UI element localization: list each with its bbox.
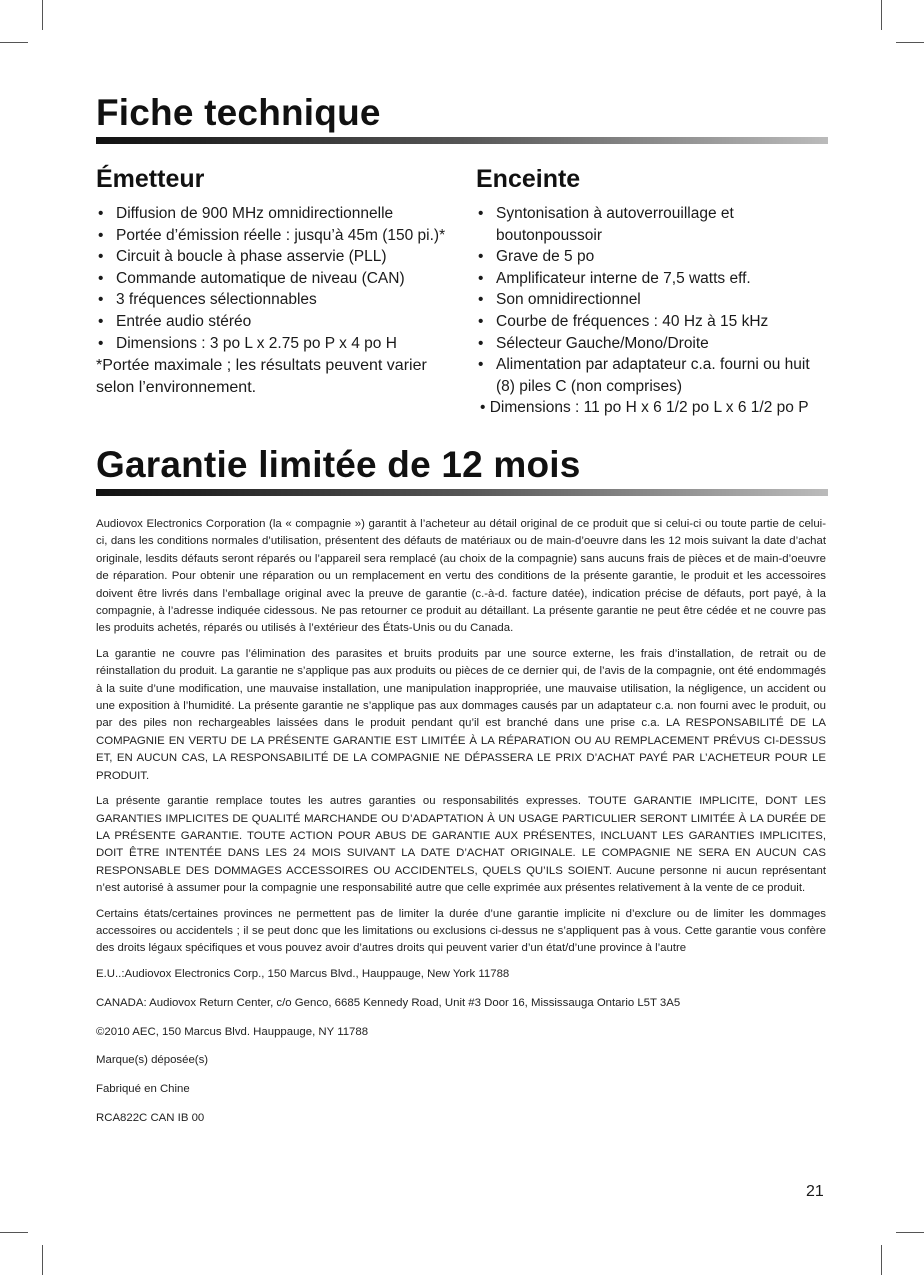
canada-address: CANADA: Audiovox Return Center, c/o Genco, 6685 Kennedy Road, Unit #3 Door 16, Mississauga Ontario L5T 3A5 [96, 996, 681, 1009]
crop-mark [42, 1245, 43, 1275]
transmitter-spec-item: • 3 fréquences sélectionnables [96, 289, 456, 311]
speaker-spec-list [476, 203, 810, 397]
warranty-paragraph: Audiovox Electronics Corporation (la « compagnie ») garantit à l’acheteur au détail original de ce produit que si celui-ci ou toute partie de celui-ci, dans les conditions normales d’utilisation, présentent des défauts de matériaux ou de main-d’oeuvre dans les 12 mois suivant la date d’achat originale, lesdits défauts seront réparés ou l’appareil sera remplacé (au choix de la compagnie) sans aucuns frais de pièces et de main-d’oeuvre de réparation. Pour obtenir une réparation ou un remplacement en vertu des conditions de la présente garantie, le produit et les accessoires doivent être livrés dans l’emballage original avec la preuve de garantie (c.-à-d. facture datée), indication précise de défauts, port payé, à la compagnie, à l’adresse indiquée cidessous. Ne pas retourner ce produit au détaillant. La présente garantie ne peut être cédée et ne couvre pas les produits achetés, réparés ou utilisés à l’extérieur des États-Unis ou du Canada. [96, 518, 826, 635]
warranty-title: Garantie limitée de 12 mois [96, 444, 581, 485]
crop-mark [0, 42, 28, 43]
transmitter-heading: Émetteur [96, 165, 205, 193]
transmitter-spec-item: • Portée d’émission réelle : jusqu’à 45m (150 pi.)* [96, 225, 456, 247]
spec-title: Fiche technique [96, 92, 381, 133]
transmitter-spec-item: • Commande automatique de niveau (CAN) [96, 268, 456, 290]
contact-block [96, 966, 826, 1128]
crop-mark [896, 1232, 924, 1233]
crop-mark [881, 0, 882, 30]
transmitter-spec-item: • Dimensions : 3 po L x 2.75 po P x 4 po H [96, 333, 456, 355]
spec-title-rule [96, 137, 828, 144]
transmitter-spec-list [96, 203, 456, 354]
page-number: 21 [806, 1183, 824, 1200]
document-code: RCA822C CAN IB 00 [96, 1112, 205, 1125]
speaker-spec-item: • Alimentation par adaptateur c.a. fourni ou huit (8) piles C (non comprises) [476, 354, 814, 397]
speaker-spec-item: • Courbe de fréquences : 40 Hz à 15 kHz [476, 311, 776, 333]
transmitter-spec-item: • Entrée audio stéréo [96, 311, 456, 333]
speaker-spec-item: • Syntonisation à autoverrouillage et boutonpoussoir [476, 203, 776, 246]
speaker-spec-item: • Sélecteur Gauche/Mono/Droite [476, 333, 776, 355]
warranty-paragraph: Certains états/certaines provinces ne permettent pas de limiter la durée d’une garantie implicite ni d’exclure ou de limiter les dommages accessoires ou accidentels ; il se peut donc que les limitations ou exclusions ci-dessus ne s’appliquent pas à vous. Cette garantie vous confère des droits légaux spécifiques et vous pouvez avoir d’autres droits qui peuvent varier d’un état/d’une province à l’autre [96, 907, 826, 955]
crop-mark [0, 1232, 28, 1233]
crop-mark [881, 1245, 882, 1275]
crop-mark [42, 0, 43, 30]
copyright-line: ©2010 AEC, 150 Marcus Blvd. Hauppauge, NY 11788 [96, 1025, 369, 1038]
speaker-spec-item: • Grave de 5 po [476, 246, 776, 268]
transmitter-spec-item: • Diffusion de 900 MHz omnidirectionnelle [96, 203, 456, 225]
warranty-paragraph: La garantie ne couvre pas l’élimination des parasites et bruits produits par une source externe, les frais d’installation, de retrait ou de réinstallation du produit. La garantie ne s’applique pas aux produits ou pièces de ce dernier qui, de l’avis de la compagnie, ont été endommagés à la suite d’une modification, une mauvaise installation, une manipulation inappropriée, une mauvaise utilisation, la négligence, un accident ou une exposition à l’humidité. La présente garantie ne s’applique pas aux dommages causés par un adaptateur c.a. non fourni avec le produit, ou par des piles non rechargeables laissées dans le produit pendant qu’il est branché dans une prise c.a. LA RESPONSABILITÉ DE LA COMPAGNIE EN VERTU DE LA PRÉSENTE GARANTIE EST LIMITÉE À LA RÉPARATION OU AU REMPLACEMENT PRÉVUS CI-DESSUS ET, EN AUCUN CAS, LA RESPONSABILITÉ DE LA COMPAGNIE NE DÉPASSERA LE PRIX D’ACHAT PAYÉ PAR L’ACHETEUR POUR LE PRODUIT. [96, 647, 826, 782]
warranty-paragraph: La présente garantie remplace toutes les autres garanties ou responsabilités expresses. TOUTE GARANTIE IMPLICITE, DONT LES GARANTIES IMPLICITES DE QUALITÉ MARCHANDE OU D’ADAPTATION À UN USAGE PARTICULIER SERONT LIMITÉE À LA DURÉE DE LA PRÉSENTE GARANTIE. TOUTE ACTION POUR ABUS DE GARANTIE AUX PRÉSENTES, INCLUANT LES GARANTIES IMPLICITES, DOIT ÊTRE INTENTÉE DANS LES 24 MOIS SUIVANT LA DATE D’ACHAT ORIGINALE. LE COMPAGNIE NE SERA EN AUCUN CAS RESPONSABLE DES DOMMAGES ACCESSOIRES OU ACCIDENTELS, QUELS QU’ILS SOIENT. Aucune personne ni aucun représentant n’est autorisé à assumer pour la compagnie une responsabilité autre que celle exprimée aux présentes relativement à la vente de ce produit. [96, 795, 826, 895]
made-in-line: Fabriqué en Chine [96, 1083, 190, 1096]
transmitter-spec-item: • Circuit à boucle à phase asservie (PLL) [96, 246, 456, 268]
speaker-dimensions: • Dimensions : 11 po H x 6 1/2 po L x 6 1/2 po P [480, 399, 809, 416]
crop-mark [896, 42, 924, 43]
us-address: E.U..:Audiovox Electronics Corp., 150 Marcus Blvd., Hauppauge, New York 11788 [96, 967, 510, 980]
speaker-spec-item: • Amplificateur interne de 7,5 watts eff. [476, 268, 776, 290]
warranty-title-rule [96, 489, 828, 496]
speaker-heading: Enceinte [476, 165, 581, 193]
range-footnote: *Portée maximale ; les résultats peuvent varier selon l’environnement. [96, 357, 427, 396]
trademark-line: Marque(s) déposée(s) [96, 1054, 209, 1067]
speaker-spec-item: • Son omnidirectionnel [476, 289, 776, 311]
warranty-body [96, 516, 826, 1139]
